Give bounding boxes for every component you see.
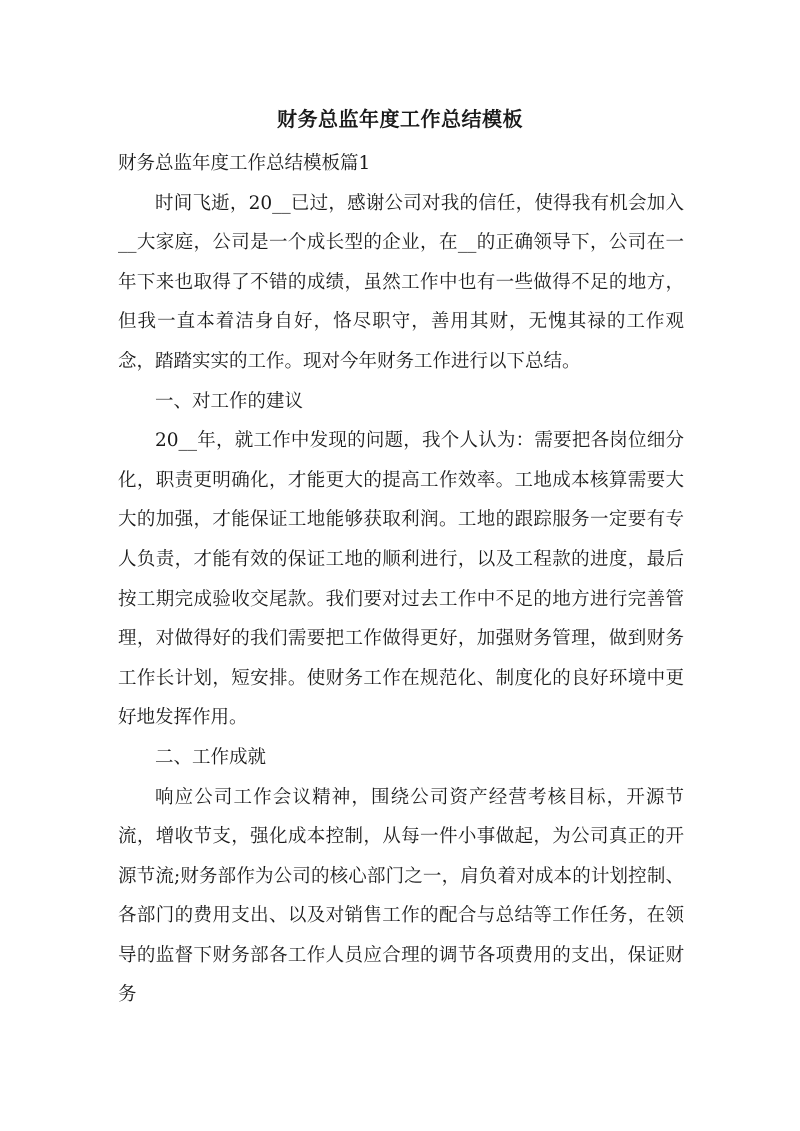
paragraph-suggestions: 20__年，就工作中发现的问题，我个人认为：需要把各岗位细分化，职责更明确化，才能更大的提高工作效率。工地成本核算需要大大的加强，才能保证工地能够获取利润。工地的跟踪服务一定要有专人负责，才能有效的保证工地的顺利进行，以及工程款的进度，最后按工期完成验收交尾款。我们要对过去工作中不足的地方进行完善管理，对做得好的我们需要把工作做得更好，加强财务管理，做到财务工作长计划，短安排。使财务工作在规范化、制度化的良好环境中更好地发挥作用。	[118, 430, 684, 729]
paragraph-achievements: 响应公司工作会议精神，围绕公司资产经营考核目标，开源节流，增收节支，强化成本控制，从每一件小事做起，为公司真正的开源节流;财务部作为公司的核心部门之一，肩负着对成本的计划控制、各部门的费用支出、以及对销售工作的配合与总结等工作任务，在领导的监督下财务部各工作人员应合理的调节各项费用的支出，保证财务	[118, 786, 684, 1006]
paragraph-intro: 时间飞逝，20__已过，感谢公司对我的信任，使得我有机会加入__大家庭，公司是一个成长型的企业，在__的正确领导下，公司在一年下来也取得了不错的成绩，虽然工作中也有一些做得不足的地方，但我一直本着洁身自好，恪尽职守，善用其财，无愧其禄的工作观念，踏踏实实的工作。现对今年财务工作进行以下总结。	[118, 192, 684, 372]
document-body	[118, 144, 684, 1015]
section-subtitle: 财务总监年度工作总结模板篇1	[118, 153, 371, 174]
document-title: 财务总监年度工作总结模板	[277, 107, 523, 131]
heading-suggestions: 一、对工作的建议	[155, 390, 304, 412]
heading-achievements: 二、工作成就	[155, 746, 267, 768]
